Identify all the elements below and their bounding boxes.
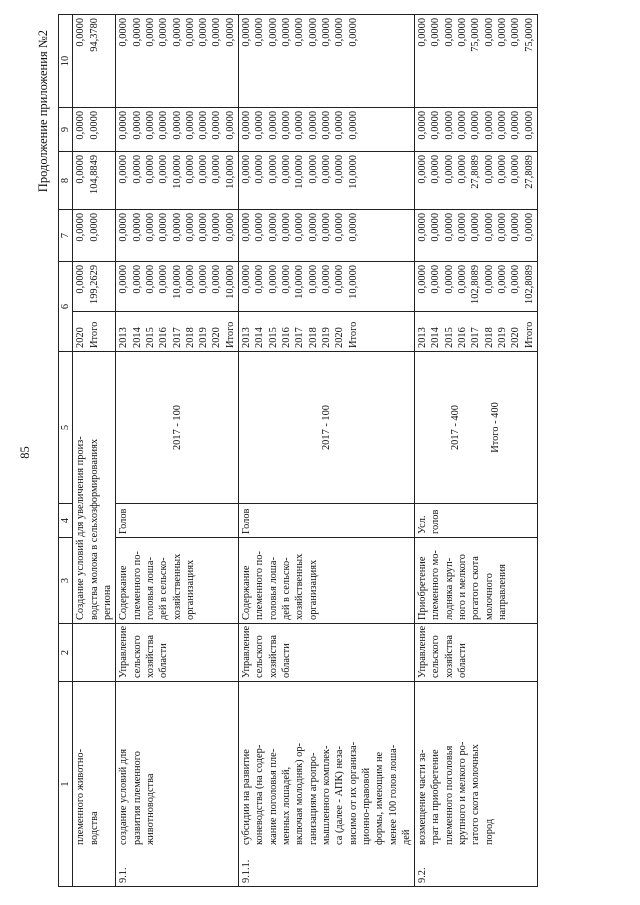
value-col-9: 0,0000 0,0000 0,0000 0,0000 0,0000 0,0000 0,0000 0,0000 0,0000: [415, 107, 538, 151]
table-row: [415, 14, 538, 886]
col-head-7: 7: [59, 209, 73, 261]
event-cell: Содержание племенного по- головья лоша- дей в сельско- хозяйственных организациях: [116, 538, 239, 624]
row-name: субсидии на развитие коневодства (на содер- жание поголовья пле- менных лошадей, включая молодняк) ор- ганизациям агропро- мышленного комплек- са (далее - АПК) неза- висимо от их организа- ционно-правовой формы, имеющим не менее 100 голов лоша- дей: [241, 741, 412, 845]
page-number: 85: [18, 446, 32, 459]
measure-title: Создание условий для увеличения произ- водства молока в сельхозформированиях региона: [73, 352, 116, 624]
years-cell: 2020 Итого: [73, 312, 116, 352]
value-col-8: 0,0000 0,0000 0,0000 0,0000 10,0000 0,0000 0,0000 0,0000 10,0000: [239, 151, 415, 209]
col-head-6: 6: [59, 261, 73, 351]
indicator-cell: 2017 - 400 Итого - 400: [415, 352, 538, 504]
table-row: [239, 14, 415, 886]
value-col-8: 0,0000 104,8849: [73, 151, 116, 209]
indicator-cell: 2017 - 100: [116, 352, 239, 504]
col-head-4: 4: [59, 504, 73, 538]
col-head-8: 8: [59, 151, 73, 209]
unit-cell: Голов: [116, 504, 239, 538]
value-col-10: 0,0000 0,0000 0,0000 0,0000 0,0000 0,0000 0,0000 0,0000 0,0000: [116, 14, 239, 107]
value-col-9: 0,0000 0,0000 0,0000 0,0000 0,0000 0,0000 0,0000 0,0000 0,0000: [239, 107, 415, 151]
row-name: создание условий для развития племенного животноводства: [118, 748, 156, 845]
continuation-label: Продолжение приложения №2: [36, 30, 50, 193]
value-col-6: 0,0000 0,0000 0,0000 0,0000 10,0000 0,0000 0,0000 0,0000 10,0000: [239, 261, 415, 311]
years-cell: 2013 2014 2015 2016 2017 2018 2019 2020 Итого: [116, 312, 239, 352]
value-col-7: 0,0000 0,0000 0,0000 0,0000 0,0000 0,0000 0,0000 0,0000 0,0000: [415, 209, 538, 261]
value-col-9: 0,0000 0,0000: [73, 107, 116, 151]
executor-cell: Управление сельского хозяйства области: [239, 624, 415, 682]
value-col-6: 0,0000 0,0000 0,0000 0,0000 102,8089 0,0000 0,0000 0,0000 102,8089: [415, 261, 538, 311]
value-col-10: 0,0000 0,0000 0,0000 0,0000 0,0000 0,0000 0,0000 0,0000 0,0000: [239, 14, 415, 107]
value-col-9: 0,0000 0,0000 0,0000 0,0000 0,0000 0,0000 0,0000 0,0000 0,0000: [116, 107, 239, 151]
col-head-2: 2: [59, 624, 73, 682]
row-name: возмещение части за- трат на приобретение племенного поголовья крупного и мелкого ро- гатого скота молочных пород: [417, 741, 495, 845]
event-cell: Приобретение племенного мо- лодняка круп- ного и мелкого рогатого скота молочного направления: [415, 538, 538, 624]
table-row-continuation: [73, 14, 116, 886]
col-head-5: 5: [59, 352, 73, 504]
value-col-10: 0,0000 0,0000 0,0000 0,0000 75,0000 0,0000 0,0000 0,0000 75,0000: [415, 14, 538, 107]
value-col-7: 0,0000 0,0000 0,0000 0,0000 0,0000 0,0000 0,0000 0,0000 0,0000: [239, 209, 415, 261]
value-col-10: 0,0000 94,3780: [73, 14, 116, 107]
years-cell: 2013 2014 2015 2016 2017 2018 2019 2020 Итого: [415, 312, 538, 352]
value-col-7: 0,0000 0,0000: [73, 209, 116, 261]
value-col-6: 0,0000 199,2629: [73, 261, 116, 311]
col-head-10: 10: [59, 14, 73, 107]
column-number-row: [59, 14, 73, 886]
unit-cell: Голов: [239, 504, 415, 538]
value-col-7: 0,0000 0,0000 0,0000 0,0000 0,0000 0,0000 0,0000 0,0000 0,0000: [116, 209, 239, 261]
name-cell: племенного животно- водства: [75, 748, 100, 845]
row-code: 9.1.: [118, 867, 130, 883]
program-table: [58, 14, 538, 887]
executor-cell: Управление сельского хозяйства области: [415, 624, 538, 682]
value-col-6: 0,0000 0,0000 0,0000 0,0000 10,0000 0,0000 0,0000 0,0000 10,0000: [116, 261, 239, 311]
col-head-9: 9: [59, 107, 73, 151]
col-head-1: 1: [59, 682, 73, 887]
row-code: 9.2.: [417, 867, 429, 883]
executor-cell: Управление сельского хозяйства области: [116, 624, 239, 682]
table-row: [116, 14, 239, 886]
col-head-3: 3: [59, 538, 73, 624]
event-cell: Содержание племенного по- головья лоша- дей в сельско- хозяйственных организациях: [239, 538, 415, 624]
row-code: 9.1.1.: [241, 859, 253, 883]
years-cell: 2013 2014 2015 2016 2017 2018 2019 2020 Итого: [239, 312, 415, 352]
indicator-cell: 2017 - 100: [239, 352, 415, 504]
unit-cell: Усл. голов: [415, 504, 538, 538]
value-col-8: 0,0000 0,0000 0,0000 0,0000 10,0000 0,0000 0,0000 0,0000 10,0000: [116, 151, 239, 209]
value-col-8: 0,0000 0,0000 0,0000 0,0000 27,8089 0,0000 0,0000 0,0000 27,8089: [415, 151, 538, 209]
